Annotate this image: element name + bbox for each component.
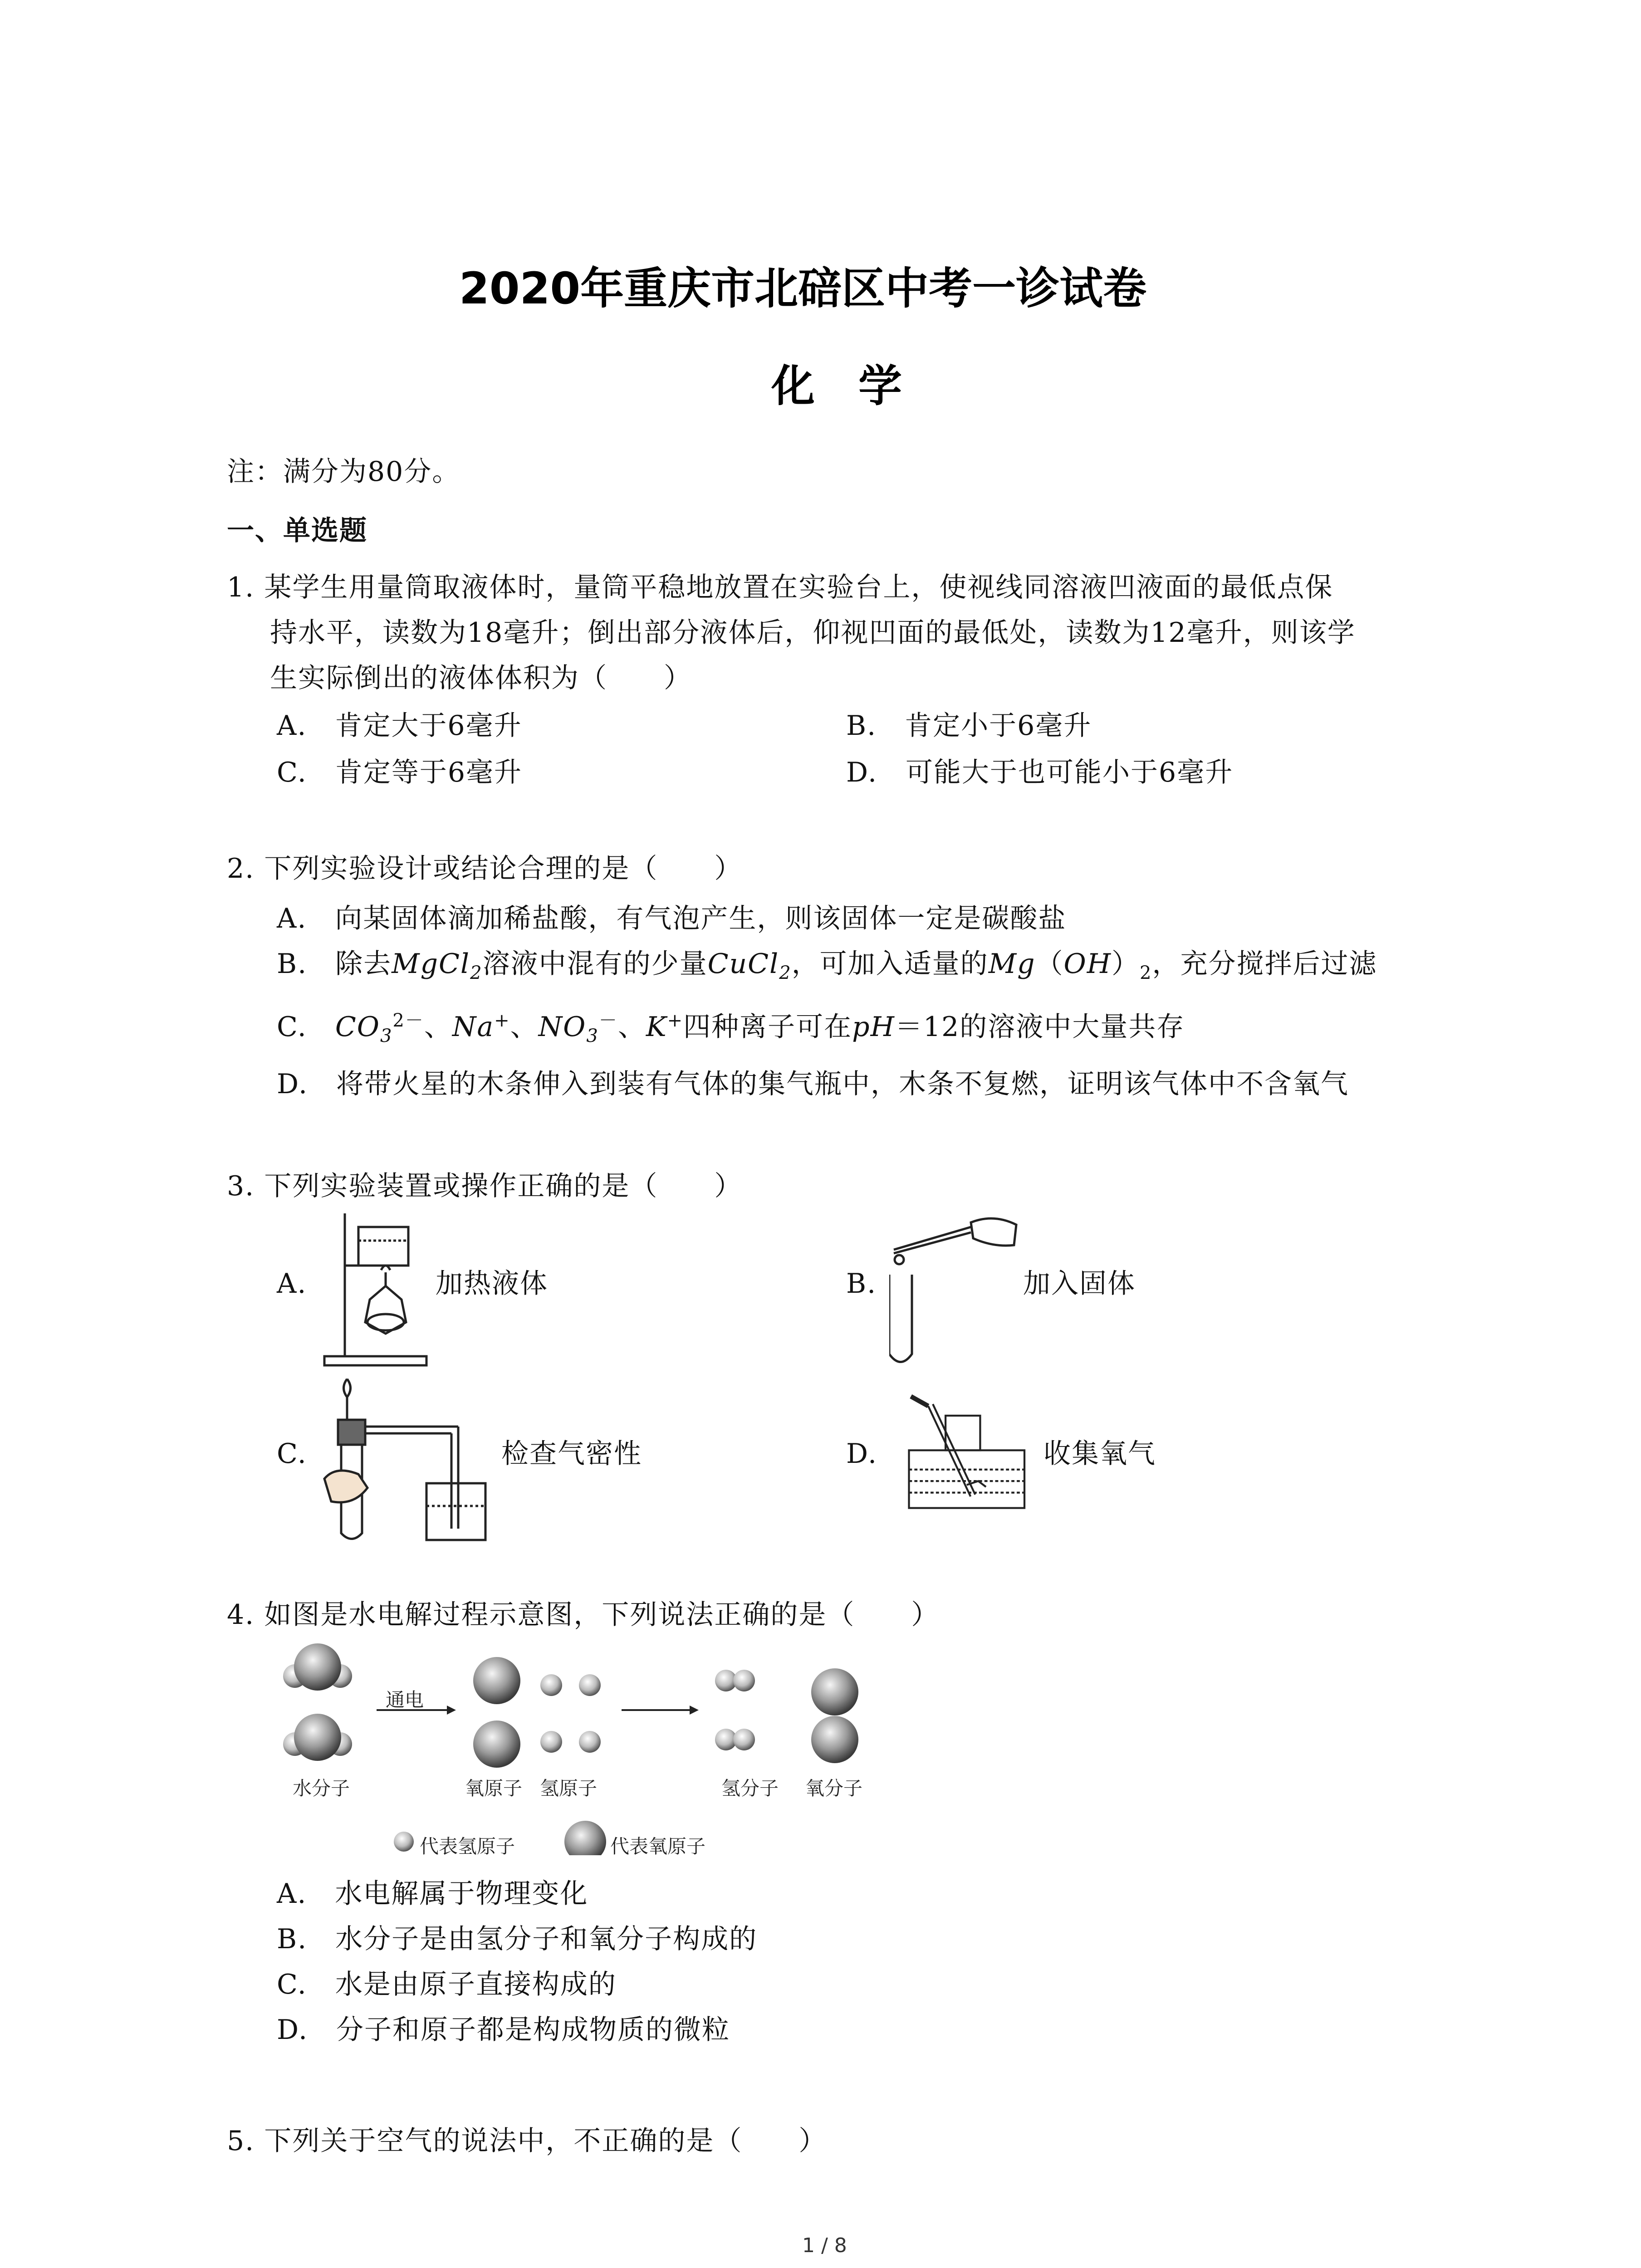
label-water-molecule: 水分子 [293,1777,350,1799]
oxygen-atom-icon [473,1657,520,1704]
q1-stem-line2: 持水平，读数为18毫升；倒出部分液体后，仰视凹面的最低处，读数为12毫升，则该学 [270,617,1356,649]
hydrogen-molecule-icon [715,1729,755,1750]
q5-stem: 5. 下列关于空气的说法中，不正确的是（ ） [227,2125,827,2157]
q2-option-b[interactable]: B. 除去MgCl$_2$溶液中混有的少量CuCl$_2$，可加入适量的$Mg(OH)_2$，充分搅拌后过滤 [277,948,1377,983]
q3-option-b-label: 加入固体 [1023,1268,1136,1300]
label-oxygen-atom: 氧原子 [465,1777,523,1799]
hydrogen-atom-icon [540,1674,562,1696]
legend-hydrogen-icon [394,1832,414,1852]
airtightness-figure [322,1370,495,1547]
q3-option-a-label: 加热液体 [436,1268,548,1300]
collect-oxygen-figure [894,1393,1043,1520]
q3-option-b-letter[interactable]: B. [846,1268,877,1300]
q2-option-c[interactable]: C. $CO_3^{2-}$、Na+、$NO_3^-$、K+四种离子可在pH＝12的溶液中大量共存 [277,1010,1185,1046]
label-hydrogen-molecule: 氢分子 [721,1777,779,1799]
q4-stem: 4. 如图是水电解过程示意图，下列说法正确的是（ ） [227,1599,940,1631]
oxygen-atom-icon [473,1721,520,1768]
q3-option-a-letter[interactable]: A. [277,1268,307,1300]
q3-option-d-letter[interactable]: D. [846,1438,878,1470]
q3-option-c-label: 检查气密性 [501,1438,642,1470]
q1-stem-line3: 生实际倒出的液体体积为（ ） [270,662,692,694]
q4-option-b[interactable]: B. 水分子是由氢分子和氧分子构成的 [277,1923,758,1955]
water-molecule-icon [283,1714,352,1761]
hydrogen-atom-icon [540,1731,562,1753]
label-hydrogen-atom: 氢原子 [540,1777,598,1799]
q4-option-d[interactable]: D. 分子和原子都是构成物质的微粒 [277,2014,730,2046]
q3-stem: 3. 下列实验装置或操作正确的是（ ） [227,1170,743,1202]
q2-option-d[interactable]: D. 将带火星的木条伸入到装有气体的集气瓶中，木条不复燃，证明该气体中不含氧气 [277,1068,1349,1100]
oxygen-molecule-icon [811,1668,858,1763]
water-molecule-icon [283,1643,352,1691]
arrow-label-electricity: 通电 [386,1689,424,1711]
q4-option-c[interactable]: C. 水是由原子直接构成的 [277,1969,617,2000]
q3-option-c-letter[interactable]: C. [277,1438,307,1470]
legend-oxygen-label: 代表氧原子 [610,1835,706,1857]
legend-oxygen-icon [564,1821,606,1855]
section-heading: 一、单选题 [227,515,367,547]
q1-option-d[interactable]: D. 可能大于也可能小于6毫升 [846,757,1234,788]
adding-solid-figure [889,1209,1025,1372]
q4-option-a[interactable]: A. 水电解属于物理变化 [277,1878,588,1910]
hydrogen-molecule-icon [715,1670,755,1691]
q1-stem-line1: 1. 某学生用量筒取液体时，量筒平稳地放置在实验台上，使视线同溶液凹液面的最低点保 [227,572,1333,603]
heating-liquid-figure [318,1207,436,1370]
electrolysis-diagram [272,1642,907,1855]
q1-option-c[interactable]: C. 肯定等于6毫升 [277,757,523,788]
hydrogen-atom-icon [579,1731,601,1753]
q2-stem: 2. 下列实验设计或结论合理的是（ ） [227,853,743,885]
label-oxygen-molecule: 氧分子 [805,1777,863,1799]
q2-option-a[interactable]: A. 向某固体滴加稀盐酸，有气泡产生，则该固体一定是碳酸盐 [277,903,1067,934]
q1-option-a[interactable]: A. 肯定大于6毫升 [277,710,522,742]
page-title: 2020年重庆市北碚区中考一诊试卷 [459,263,1147,314]
score-note: 注：满分为80分。 [227,456,460,488]
page-number: 1 / 8 [802,2234,847,2257]
q3-option-d-label: 收集氧气 [1043,1438,1156,1470]
q1-option-b[interactable]: B. 肯定小于6毫升 [846,710,1092,742]
subject-title: 化 学 [771,361,902,411]
hydrogen-atom-icon [579,1674,601,1696]
legend-hydrogen-label: 代表氢原子 [420,1835,515,1857]
